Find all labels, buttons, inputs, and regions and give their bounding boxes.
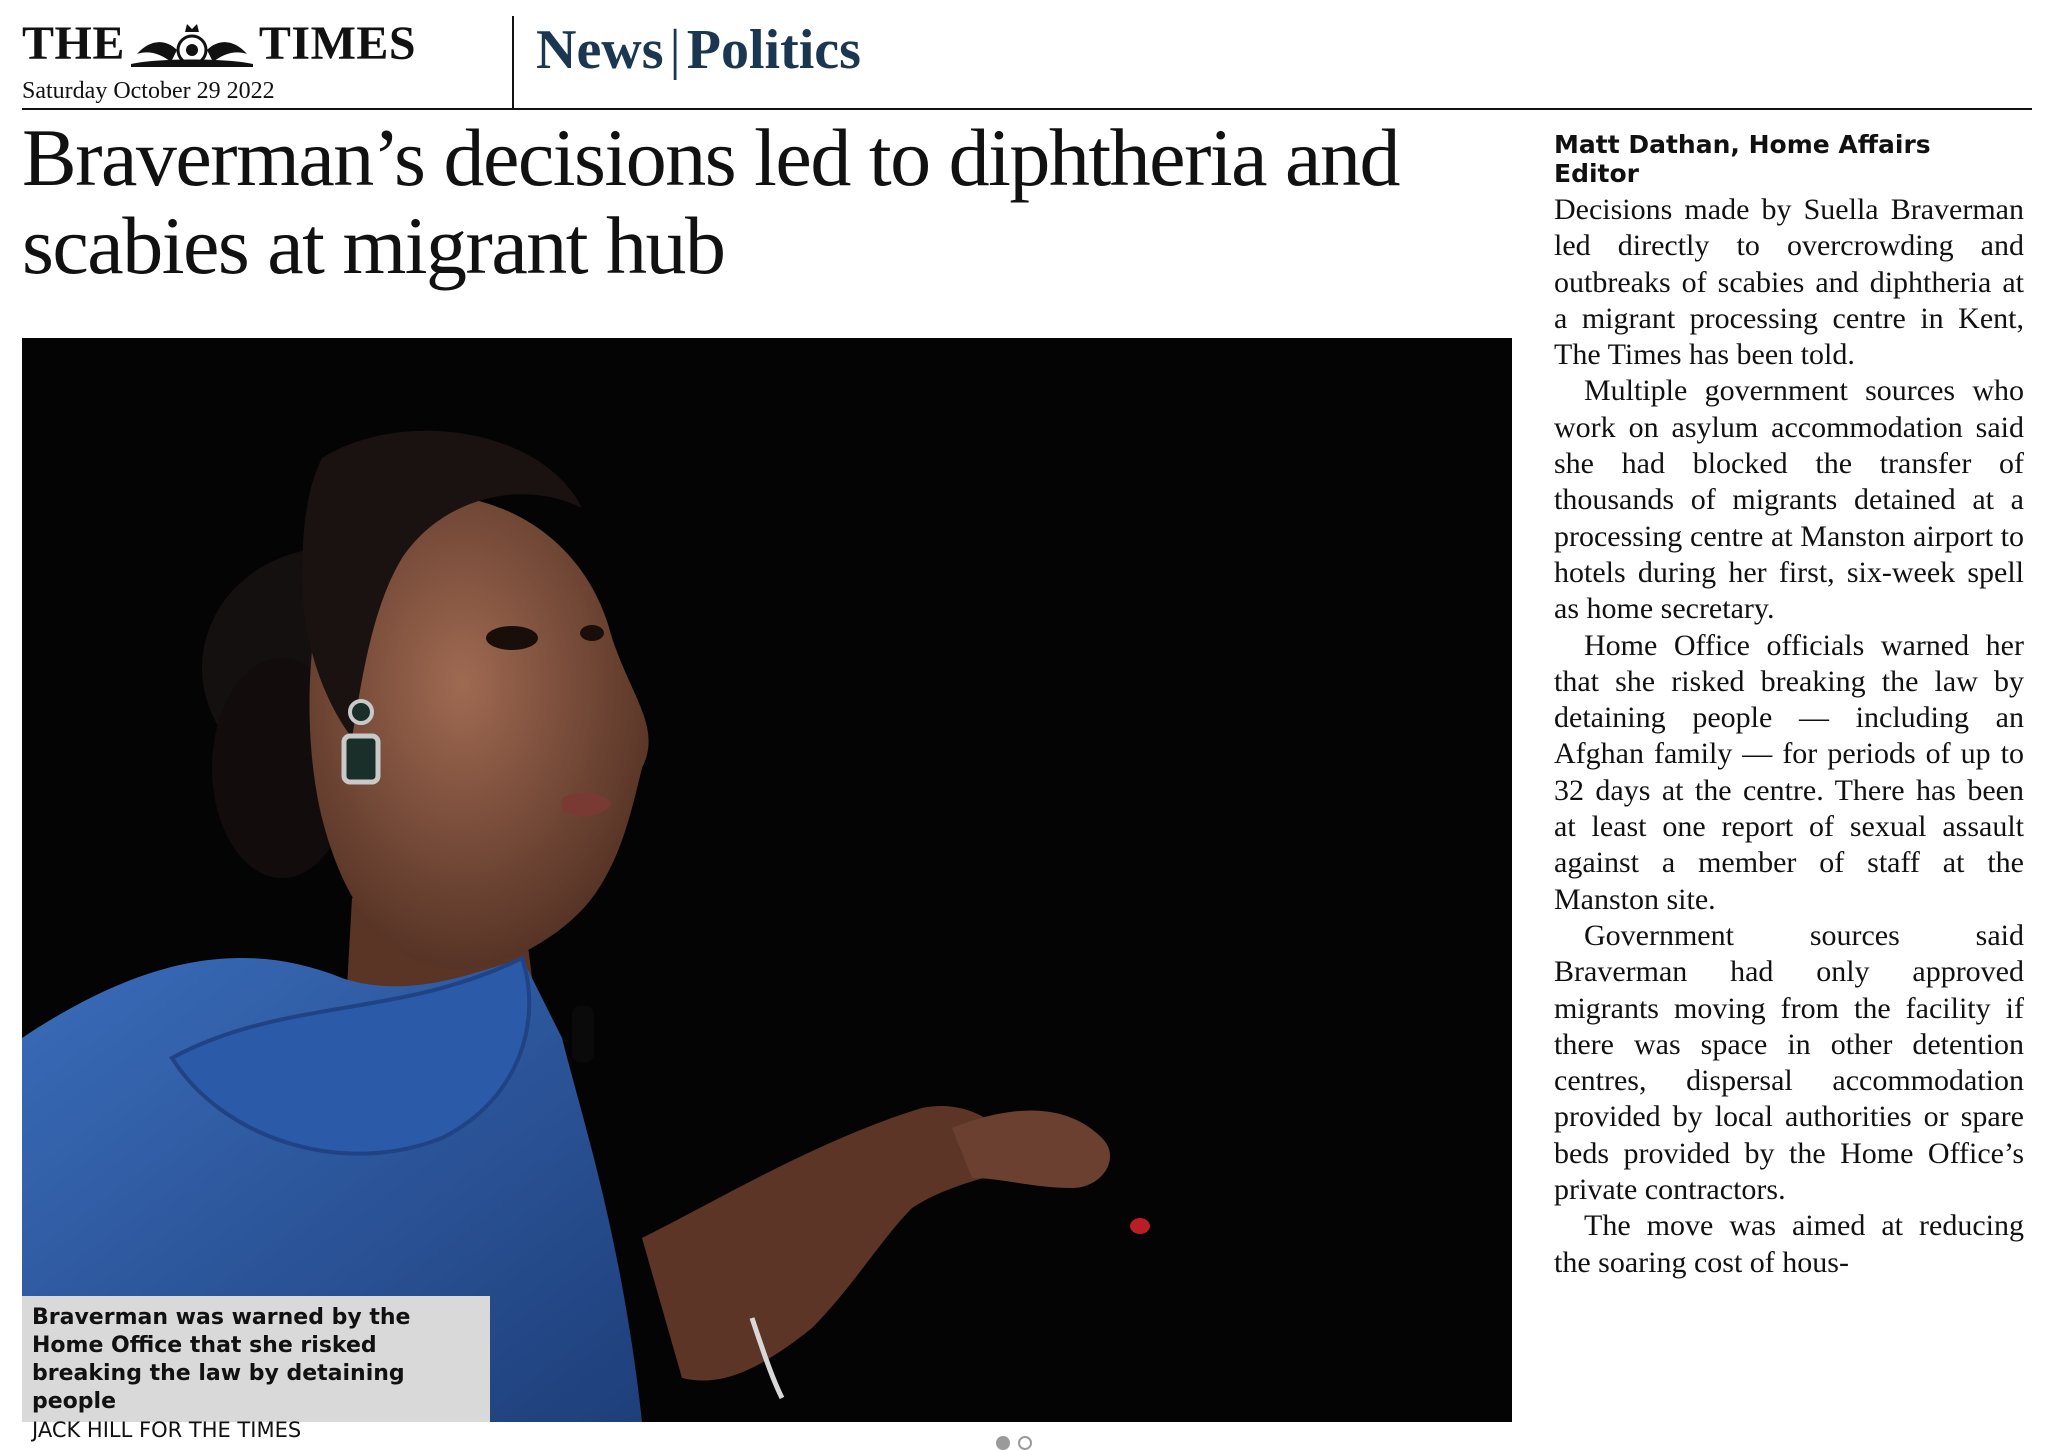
page-indicator [996,1436,1032,1450]
section-politics-link[interactable]: Politics [686,19,861,81]
article-headline: Braverman’s decisions led to diphtheria and scabies at migrant hub [22,112,1399,291]
body-paragraph: Multiple government sources who work on asylum accommodation said she had blocked the transfer of thousands of migrants detained at a processing centre at Manston airport to hotels during her first, six-week spell as home secretary. [1554,374,2024,626]
royal-crest-icon [127,20,257,68]
logo-text-right: TIMES [258,17,417,70]
masthead-divider [512,16,514,108]
masthead [22,14,2032,110]
body-paragraph: Decisions made by Suella Braverman led directly to overcrowding and outbreaks of scabies and diphtheria at a migrant processing centre in Kent, The Times has been told. [1554,193,2024,372]
page-dot-1[interactable] [996,1436,1010,1450]
article-photo[interactable] [22,338,1512,1442]
issue-date: Saturday October 29 2022 [22,78,275,104]
article-body [1554,192,2024,1281]
body-paragraph: The move was aimed at reducing the soaring cost of hous- [1554,1209,2024,1279]
times-logo[interactable] [22,17,522,70]
section-news-link[interactable]: News [536,19,664,81]
body-paragraph: Government sources said Braverman had only approved migrants moving from the facility if there was space in other detention centres, dispersal accommodation provided by local authorities or spare beds provided by the Home Office’s private contractors. [1554,918,2024,1207]
page-dot-2[interactable] [1018,1436,1032,1450]
body-paragraph: Home Office officials warned her that she risked breaking the law by detaining people — including an Afghan family — for periods of up to 32 days at the centre. There has been at least one report of sexual assault against a member of staff at the Manston site. [1554,628,2024,916]
photo-illustration [22,338,1512,1422]
article-byline[interactable]: Matt Dathan, Home Affairs Editor [1554,130,1931,188]
section-breadcrumb [536,18,861,82]
photo-caption: Braverman was warned by the Home Office that she risked breaking the law by detaining people [32,1305,411,1414]
brand [22,17,522,105]
logo-text-left: THE [22,17,125,70]
photo-credit: JACK HILL FOR THE TIMES [32,1418,302,1442]
breadcrumb-separator: | [669,19,681,81]
photo-caption-box [22,1296,490,1442]
